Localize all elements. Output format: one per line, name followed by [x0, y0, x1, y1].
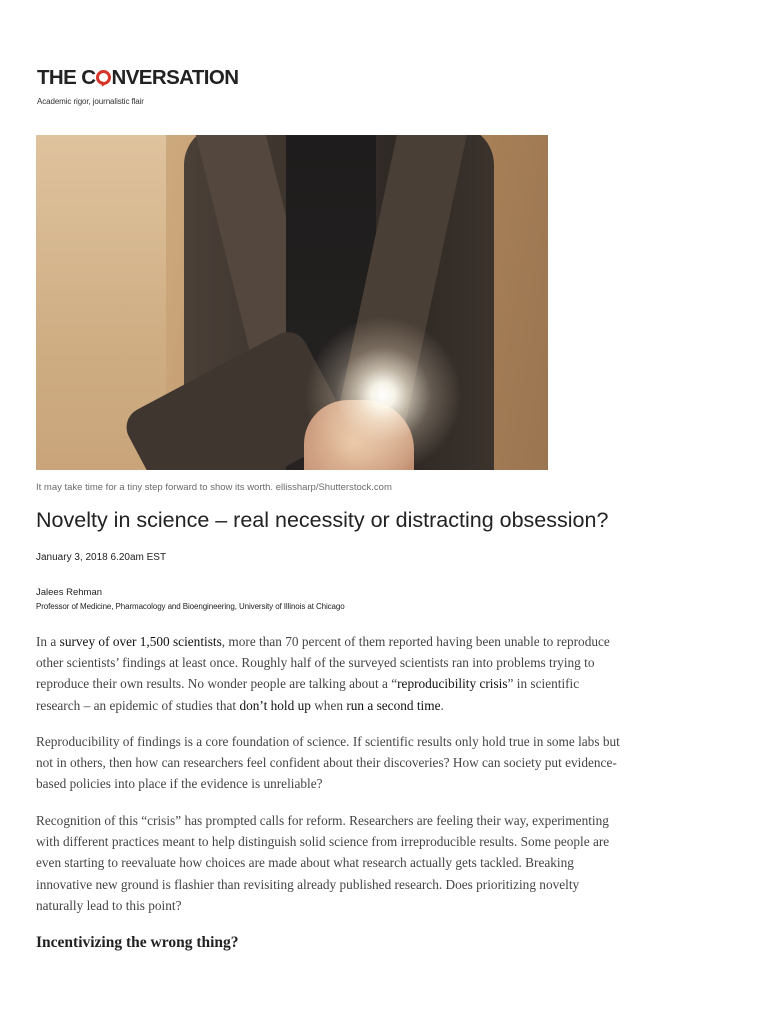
- hero-image: [36, 135, 548, 470]
- run-second-time-link[interactable]: run a second time: [346, 697, 441, 713]
- logo-text-end: NVERSATION: [111, 66, 239, 89]
- paragraph-text: , more than 70 percent of them reported having been unable to reproduce other scientists’ findings at least once. Roughly half of the surveyed scientists ran into problems trying to reproduce their own results. No wonder people are talking about a “: [36, 634, 610, 692]
- author-role: Professor of Medicine, Pharmacology and Bioengineering, University of Illinois at Chicago: [36, 602, 345, 611]
- author-name[interactable]: Jalees Rehman: [36, 587, 103, 598]
- site-tagline: Academic rigor, journalistic flair: [37, 97, 144, 106]
- publish-date: January 3, 2018 6.20am EST: [36, 552, 167, 563]
- lightbulb-glow: [298, 310, 468, 470]
- article-paragraph-3: Recognition of this “crisis” has prompted calls for reform. Researchers are feeling their way, experimenting with different practices meant to help distinguish solid science from irreproducible results. Some people are even starting to reevaluate how choices are made about what research actually gets tackled. Breaking innovative new ground is flashier than revisiting already published research. Does prioritizing novelty naturally lead to this point?: [36, 813, 610, 913]
- paragraph-text: ” in scientific research – an epidemic of studies that: [36, 676, 580, 713]
- survey-link[interactable]: survey of over 1,500 scientists: [59, 634, 222, 649]
- article-paragraph-2: Reproducibility of findings is a core foundation of science. If scientific results only hold true in some labs but not in others, then how can researchers feel confident about their discoveries? How can society put evidence-based policies into place if the evidence is unreliable?: [36, 734, 620, 792]
- article-paragraph-1: [36, 631, 626, 716]
- site-logo[interactable]: [37, 67, 238, 89]
- dont-hold-up-link[interactable]: don’t hold up: [239, 697, 311, 713]
- paragraph-text: .: [440, 697, 444, 713]
- speech-bubble-icon: [96, 70, 111, 85]
- paragraph-text: when: [310, 697, 347, 713]
- image-caption: It may take time for a tiny step forward to show its worth. ellissharp/Shutterstock.com: [36, 482, 392, 493]
- paragraph-text: In a: [36, 634, 60, 649]
- reproducibility-crisis-link[interactable]: reproducibility crisis: [397, 676, 508, 692]
- article-headline: Novelty in science – real necessity or distracting obsession?: [36, 508, 609, 532]
- section-heading: Incentivizing the wrong thing?: [36, 934, 239, 951]
- masthead: [37, 67, 238, 106]
- logo-text-start: THE C: [37, 66, 96, 89]
